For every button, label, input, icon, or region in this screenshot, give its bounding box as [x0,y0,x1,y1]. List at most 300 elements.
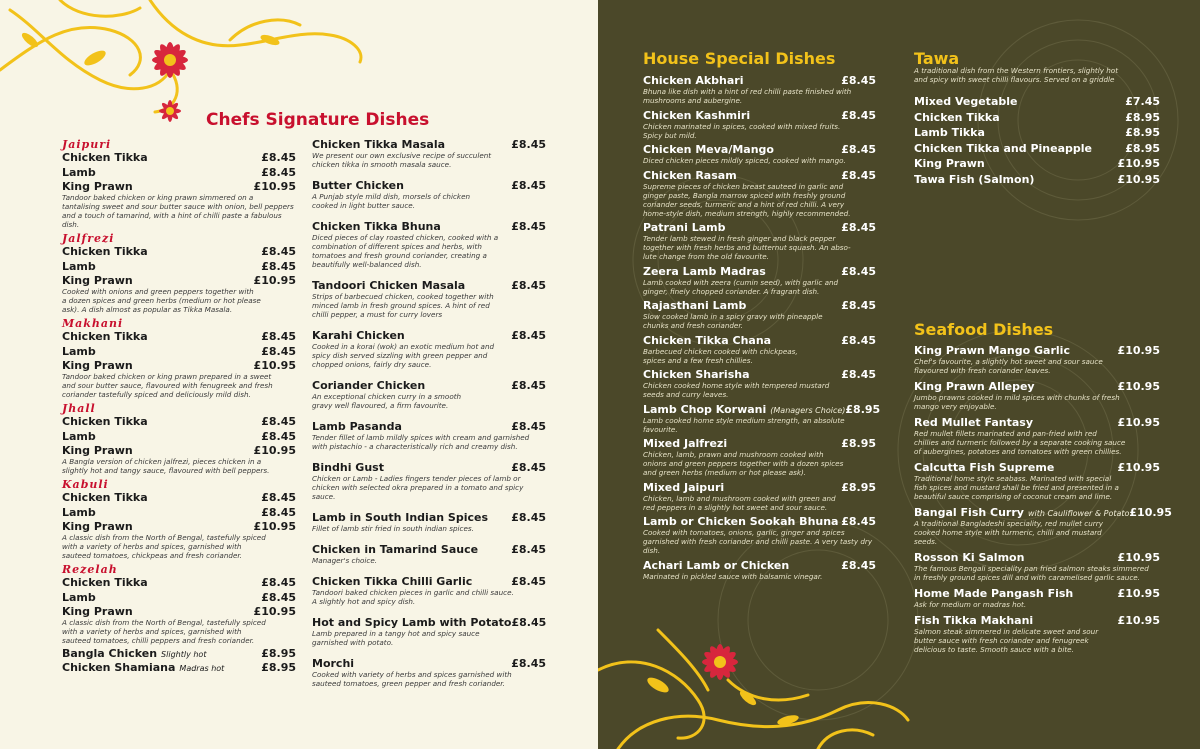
menu-item [62,605,296,645]
menu-item-description: Strips of barbecued chicken, cooked together with minced lamb in fresh ground spices. A hint of red chilli pepper, a must for curry lovers [312,292,494,319]
red-flower-icon [698,640,742,684]
menu-item-name-wrap [312,511,488,524]
menu-item-description: We present our own exclusive recipe of succulent chicken tikka in smooth masala sauce. [312,151,492,169]
menu-item-price: £8.45 [841,143,876,156]
menu-item-name-wrap [643,299,746,312]
menu-item-name: Rajasthani Lamb [643,299,747,312]
menu-item [914,614,1160,654]
menu-item-name-wrap [643,403,845,416]
menu-item-price: £8.45 [261,429,296,443]
menu-item [914,126,1160,139]
menu-item-row [914,506,1172,519]
menu-item [643,481,876,512]
menu-item-row [62,180,296,193]
menu-item-name: Lamb [62,505,96,519]
menu-item [914,506,1172,546]
menu-item-name: King Prawn [62,180,133,193]
menu-item-name-wrap [62,180,133,193]
menu-item-row [62,330,296,343]
menu-item-description: Tender fillet of lamb mildly spices with cream and garnished with pistachio - a characteristically rich and creamy dish. [312,433,530,451]
menu-item-row [643,221,876,234]
signature-column-2 [312,138,546,698]
menu-item-row [914,380,1160,393]
dish-style-heading: Jalfrezi [62,232,115,245]
menu-item-row [312,279,546,292]
menu-item-name: Chicken Tikka Masala [312,138,446,151]
menu-item [914,587,1160,609]
menu-item-row [312,511,546,524]
menu-item-name-wrap [62,661,224,674]
menu-item-description: A classic dish from the North of Bengal, tastefully spiced with a variety of herbs and spices, garnished with sauteed tomatoes, chilli peppers and fresh coriander. [62,618,266,645]
left-page [0,0,598,749]
menu-item-name: Chicken Tikka [62,151,148,164]
menu-item-name-wrap [643,481,724,494]
menu-item-row [62,245,296,258]
menu-item-price: £8.45 [511,279,546,292]
menu-item-price: £8.45 [261,151,296,164]
menu-item-row [643,402,881,416]
page-title: Chefs Signature Dishes [206,110,430,130]
menu-item-name-wrap [914,461,1054,474]
menu-item-description: A classic dish from the North of Bengal, tastefully spiced with a variety of herbs and spices, garnished with sauteed tomatoes, chickpeas and fresh coriander. [62,533,266,560]
menu-item-description: Diced chicken pieces mildly spiced, cooked with mango. [643,156,846,165]
menu-item-price: £8.95 [845,402,881,416]
menu-item-name-wrap [914,173,1034,186]
menu-item [914,380,1160,411]
menu-item-row [62,605,296,618]
menu-item-name: Patrani Lamb [643,221,726,234]
menu-item-row [62,260,296,273]
menu-item-description: Chicken marinated in spices, cooked with mixed fruits. Spicy but mild. [643,121,841,140]
menu-item-description: Chicken, lamb and mushroom cooked with green and red peppers in a slightly hot sweet and sour sauce. [643,493,836,512]
menu-item-name-wrap [643,265,766,278]
menu-item-price: £8.45 [261,576,296,589]
menu-item-description: Salmon steak simmered in delicate sweet and sour butter sauce with fresh coriander and fenugreek delicious to taste. Smooth sauce with a bite. [914,627,1099,654]
menu-item-name-wrap [62,605,133,618]
menu-item [643,221,876,261]
menu-item-name: Chicken Tikka [914,110,1000,124]
menu-item-name: King Prawn [914,157,985,170]
menu-item-name: Chicken Shamiana [62,661,176,674]
right-page [598,0,1200,749]
menu-item [914,551,1160,582]
menu-item-description: Bhuna like dish with a hint of red chilli paste finished with mushrooms and aubergine. [643,87,852,105]
menu-item-name: Mixed Jalfrezi [643,437,728,450]
menu-item-name-wrap [312,379,425,392]
seafood-list [914,344,1172,659]
menu-item-row [643,299,876,312]
menu-item-price: £10.95 [1117,172,1160,186]
menu-item-name-wrap [312,179,404,192]
menu-item-name: Chicken Akbhari [643,74,744,87]
menu-item-row [312,420,546,433]
menu-item-price: £8.45 [261,505,296,519]
menu-item-name: Butter Chicken [312,179,404,192]
menu-item-row [312,657,546,670]
menu-item-row [62,591,296,604]
menu-item-name-wrap [312,279,465,292]
menu-item-price: £8.45 [511,461,546,474]
menu-item-name-wrap [312,138,445,151]
menu-item-description: Jumbo prawns cooked in mild spices with chunks of fresh mango very enjoyable. [914,393,1120,411]
menu-item-price: £8.45 [511,179,546,192]
menu-item-name-wrap [62,166,96,179]
menu-item-name-wrap [643,109,750,122]
menu-item [643,368,876,399]
menu-item-name: Hot and Spicy Lamb with Potato [312,616,512,629]
menu-item-price: £8.95 [841,437,876,450]
menu-item-name: Chicken Tikka [62,576,148,589]
menu-item-name-wrap [914,551,1024,564]
menu-item-price: £8.45 [841,558,876,572]
menu-item-price: £10.95 [1117,157,1160,170]
menu-item-price: £8.95 [1125,141,1160,155]
menu-item [914,344,1160,375]
menu-item-name: Lamb [62,165,96,179]
menu-item-price: £8.45 [511,379,546,392]
menu-item-description: Barbecued chicken cooked with chickpeas, spices and a few fresh chillies. [643,346,798,365]
tawa-list [914,95,1160,188]
menu-item [643,109,876,140]
menu-item [643,402,881,434]
menu-item-name-wrap [643,169,737,182]
menu-item [914,111,1160,124]
menu-item-row [914,173,1160,186]
menu-item-row [643,265,876,278]
menu-item-row [643,515,876,528]
menu-item-description: A Bangla version of chicken jalfrezi, pieces chicken in a slightly hot and tangy sauce, flavoured with bell peppers. [62,457,270,475]
menu-item-description: Tandoor baked chicken or king prawn prepared in a sweet and sour butter sauce, flavoured with fenugreek and fresh coriander tastefully spiced and deliciously mild dish. [62,372,273,399]
menu-item-name: Mixed Jaipuri [643,480,725,494]
menu-item-row [62,520,296,533]
menu-item-price: £8.95 [261,661,296,674]
menu-item-price: £8.45 [511,543,546,556]
menu-item-name: Lamb Pasanda [312,420,402,433]
menu-item-note: Slightly hot [161,649,207,659]
menu-item-name: Chicken Meva/Mango [643,143,774,156]
red-flower-icon [148,38,192,82]
menu-item-name: Lamb [62,429,96,443]
menu-item-price: £8.45 [261,491,296,504]
menu-item-price: £8.45 [261,259,296,273]
menu-item-description: Cooked in a korai (wok) an exotic medium hot and spicy dish served sizzling with green pepper and chopped onions, fairly dry sauce. [312,342,495,369]
menu-item-price: £8.45 [511,616,547,629]
menu-item [914,95,1160,108]
menu-item-price: £10.95 [1117,461,1160,474]
menu-item-name-wrap [312,461,384,474]
menu-item-price: £8.45 [261,415,296,428]
menu-item-name: Fish Tikka Makhani [914,614,1034,627]
menu-item-name-wrap [312,220,441,233]
dish-style-heading: Jaipuri [62,138,112,151]
dish-style-heading: Rezelah [62,563,118,576]
menu-item-row [312,543,546,556]
menu-item [312,420,546,451]
menu-item-name: Lamb [62,590,96,604]
menu-item-description: A Punjab style mild dish, morsels of chicken cooked in light butter sauce. [312,192,471,210]
menu-item-note: with Cauliflower & Potato [1027,509,1130,518]
menu-item [312,138,546,169]
menu-item-description: An exceptional chicken curry in a smooth gravy well flavoured, a firm favourite. [312,392,462,410]
menu-item-row [914,587,1160,600]
menu-item-name-wrap [914,380,1035,393]
menu-item-name: Lamb or Chicken Sookah Bhuna [643,515,839,528]
menu-item-row [62,166,296,179]
menu-item-row [643,74,876,87]
menu-item-price: £10.95 [253,605,296,618]
menu-item [643,299,876,330]
menu-item-name-wrap [914,142,1092,155]
menu-item-name: Chicken Tikka Chana [643,333,772,347]
menu-item [62,520,296,560]
menu-item [914,142,1160,155]
menu-item-name: Rosson Ki Salmon [914,551,1025,564]
menu-item-price: £8.45 [841,168,876,182]
menu-item [62,330,296,343]
menu-item-name-wrap [312,329,405,342]
menu-item-name-wrap [62,520,133,533]
menu-item-name-wrap [914,157,985,170]
menu-item-name-wrap [643,221,726,234]
menu-item [914,157,1160,170]
menu-item-name-wrap [312,420,402,433]
menu-item-description: Chicken cooked home style with tempered mustard seeds and curry leaves. [643,381,830,399]
menu-item-name: Chicken Tikka Chilli Garlic [312,575,473,588]
menu-item-price: £10.95 [253,274,296,287]
menu-item [62,180,296,229]
menu-item-price: £8.45 [841,368,876,381]
menu-item-price: £8.45 [841,515,876,528]
menu-item-description: Chef's favourite, a slightly hot sweet and sour sauce flavoured with fresh coriander leaves. [914,357,1103,375]
menu-item-description: Tandoori baked chicken pieces in garlic and chilli sauce. A slightly hot and spicy dish. [312,588,514,606]
menu-item-row [914,614,1160,627]
menu-item-row [914,111,1160,124]
menu-item-name: Chicken Tikka [62,330,148,343]
menu-item [312,379,546,410]
menu-item [312,657,546,688]
menu-item-name-wrap [914,614,1033,627]
menu-item-row [62,647,296,660]
menu-item-name-wrap [62,359,133,372]
menu-item-description: Slow cooked lamb in a spicy gravy with pineapple chunks and fresh coriander. [643,312,823,330]
menu-item [62,444,296,475]
menu-item-name-wrap [643,437,727,450]
menu-item-name: Calcutta Fish Supreme [914,461,1055,474]
menu-item-name-wrap [914,126,985,139]
menu-item-description: Lamb cooked with zeera (cumin seed), with garlic and ginger, finely chopped coriander. A fragrant dish. [643,277,839,296]
menu-item [62,345,296,358]
menu-item-price: £10.95 [1117,551,1160,564]
menu-item-name: Lamb [62,344,96,358]
menu-item-name-wrap [914,506,1129,519]
menu-item-description: Supreme pieces of chicken breast sauteed in garlic and ginger paste, Bangla marrow spiced with freshly ground coriander seeds, turmeric and a hint of red chilli. A very home-style dish, medium strength, highly recommended. [643,181,851,218]
menu-item-row [312,379,546,392]
menu-item-name-wrap [62,330,148,343]
menu-item-name-wrap [62,260,96,273]
menu-item-name: Chicken Tikka and Pineapple [914,141,1092,155]
menu-item-name-wrap [62,444,133,457]
menu-item-name: Zeera Lamb Madras [643,264,766,278]
menu-item-row [643,334,876,347]
menu-item-price: £8.95 [261,646,296,660]
dish-style-heading: Makhani [62,317,124,330]
menu-item-name-wrap [62,274,133,287]
menu-item-name-wrap [62,415,148,428]
menu-item-description: Traditional home style seabass. Marinated with special fish spices and mustard shall be fried and presented in a beautiful sauce comprising of coconut cream and lime. [914,474,1119,501]
menu-item-name-wrap [62,491,148,504]
menu-item-name: Red Mullet Fantasy [914,416,1034,429]
menu-item [643,334,876,365]
menu-item [62,151,296,164]
menu-item-row [62,345,296,358]
menu-item-name-wrap [643,515,838,528]
menu-item-price: £10.95 [253,520,296,533]
menu-item-price: £8.45 [841,333,876,347]
menu-item-name-wrap [62,591,96,604]
menu-item-name-wrap [62,151,148,164]
menu-item-row [312,220,546,233]
house-special-title: House Special Dishes [643,49,836,68]
menu-item-price: £7.45 [1125,95,1160,108]
menu-item-row [914,461,1160,474]
yellow-swirl-icon [598,610,928,749]
menu-item-row [914,157,1160,170]
menu-item-price: £10.95 [1117,614,1160,627]
menu-item-name: Lamb Chop Korwani [643,402,767,416]
menu-item-note: (Managers Choice) [770,405,846,415]
menu-item-row [643,109,876,122]
menu-item-row [914,551,1160,564]
menu-item [312,575,546,606]
menu-item-row [643,368,876,381]
menu-item-price: £8.45 [261,330,296,343]
menu-item-name: Coriander Chicken [312,379,426,392]
menu-item-row [643,143,876,156]
menu-item-price: £10.95 [253,359,296,372]
menu-item-name: Chicken Rasam [643,168,737,182]
menu-item-description: Fillet of lamb stir fried in south indian spices. [312,524,474,533]
menu-item-name: Mixed Vegetable [914,95,1018,108]
menu-item-name-wrap [914,111,1000,124]
menu-item-row [62,430,296,443]
menu-item-row [914,95,1160,108]
menu-item-description: Chicken, lamb, prawn and mushroom cooked with onions and green peppers together with a dozen spices and green herbs (medium or hot please ask). [643,450,844,477]
menu-item-name-wrap [312,616,511,629]
menu-item-description: Manager's choice. [312,556,378,565]
menu-item-description: Tender lamb stewed in fresh ginger and black pepper together with fresh herbs and butternut squash. An abso- lute change from the old favourite. [643,234,851,261]
menu-item-price: £8.45 [841,108,876,122]
menu-item [643,265,876,296]
menu-item-row [312,616,546,629]
menu-item-name-wrap [62,506,96,519]
menu-item-name-wrap [62,345,96,358]
menu-item-row [62,506,296,519]
menu-item-name-wrap [312,657,354,670]
menu-item-name: King Prawn [62,520,133,533]
menu-item-name: Bangla Chicken [62,646,158,660]
menu-item-name-wrap [62,647,206,660]
menu-item [312,220,546,269]
menu-item-price: £8.45 [841,221,876,234]
menu-item-name-wrap [643,559,789,572]
menu-item-description: Lamb cooked home style medium strength, an absolute favourite. [643,415,845,434]
menu-item-row [62,151,296,164]
menu-item-price: £8.45 [261,165,296,179]
menu-item-description: Cooked with tomatoes, onions, garlic, ginger and spices garnished with fresh coriander and chilli paste. A very tasty dry dish. [643,528,873,555]
menu-item-row [62,576,296,589]
menu-item-note: Madras hot [179,664,225,673]
menu-item-name: Bangal Fish Curry [914,506,1024,519]
menu-item [914,173,1160,186]
menu-item-description: Marinated in pickled sauce with balsamic vinegar. [643,571,823,581]
menu-item-name: Morchi [312,657,355,670]
menu-item-name: King Prawn Allepey [914,380,1035,393]
menu-item-row [312,575,546,588]
menu-item-price: £10.95 [1117,344,1160,357]
menu-item-name-wrap [643,368,750,381]
menu-item [643,515,876,555]
menu-item-name: Chicken Kashmiri [643,108,751,122]
menu-item-name: King Prawn [62,605,133,618]
menu-item-description: The famous Bengali speciality pan fried salmon steaks simmered in freshly ground spices dill and with caramelised garlic sauce. [914,564,1149,582]
menu-item [62,591,296,604]
menu-item-row [62,415,296,428]
menu-item-price: £8.45 [841,299,876,312]
menu-item-name-wrap [312,575,472,588]
menu-item-price: £10.95 [253,444,296,457]
tawa-intro: A traditional dish from the Western frontiers, slightly hot and spicy with sweet chilli flavours. Served on a griddle [914,66,1119,84]
menu-item-price: £8.45 [511,329,546,342]
menu-item-name: King Prawn [62,444,133,457]
dish-style-heading: Jhall [62,402,96,415]
menu-item [62,506,296,519]
menu-item-name: Chicken Tikka [62,415,148,428]
menu-item-row [643,559,876,572]
menu-item [914,416,1160,456]
menu-item-name: Lamb [62,259,96,273]
menu-item [643,559,876,581]
menu-item [62,359,296,399]
menu-item [62,661,296,674]
menu-item-name: Chicken Sharisha [643,368,750,381]
menu-item-row [643,169,876,182]
menu-item-description: Diced pieces of clay roasted chicken, cooked with a combination of different spices and herbs, with tomatoes and fresh ground coriander, creating a beautifully well-balanced dish. [312,233,499,269]
menu-item [312,616,546,647]
menu-item-description: Chicken or Lamb - Ladies fingers tender pieces of lamb or chicken with selected okra prepared in a tomato and spicy sauce. [312,474,524,501]
menu-item [62,647,296,660]
menu-item-price: £8.45 [841,74,876,87]
menu-item-name-wrap [914,587,1073,600]
menu-item-price: £8.45 [261,590,296,604]
menu-item-price: £8.95 [841,480,876,494]
menu-item-row [62,274,296,287]
menu-item-name-wrap [62,430,96,443]
menu-item-name: Bindhi Gust [312,461,384,474]
dish-style-heading: Kabuli [62,478,109,491]
menu-item-row [62,359,296,372]
menu-item-name: Karahi Chicken [312,329,405,342]
menu-item [312,461,546,501]
menu-item-price: £10.95 [253,180,296,193]
menu-item-row [914,142,1160,155]
menu-item-description: Red mullet fillets marinated and pan-fried with red chillies and turmeric followed by a separate cooking sauce of aubergines, potatoes and tomatoes with green chillies. [914,429,1126,456]
menu-item [62,166,296,179]
menu-item-row [914,416,1160,429]
menu-item-name: Tawa Fish (Salmon) [914,172,1035,186]
menu-item-row [62,444,296,457]
menu-item-row [62,661,296,674]
menu-item-name-wrap [914,95,1017,108]
